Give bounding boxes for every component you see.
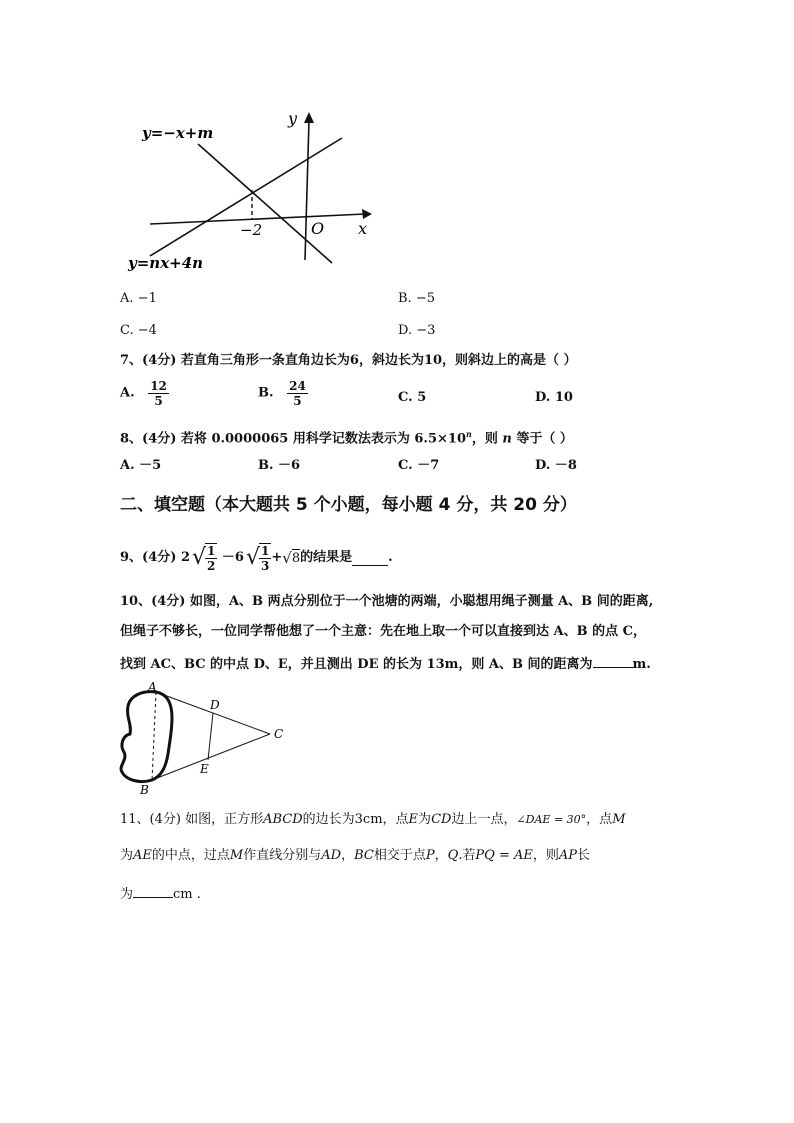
line-de (208, 713, 213, 760)
q6-option-a[interactable]: A. −1 (120, 291, 157, 306)
q8-text: 8、(4分) 若将 0.0000065 用科学记数法表示为 $6.5\times 10^n$，则 n 等于（ ） (120, 429, 573, 447)
y-axis-arrow (304, 112, 314, 123)
label-d: D (210, 698, 220, 712)
line2-label: y=nx+4n (128, 254, 204, 272)
tick-label: −2 (240, 221, 263, 239)
pond-shape (121, 692, 172, 782)
q7-option-c[interactable]: C. 5 (398, 390, 427, 405)
q8-option-a[interactable]: A. －5 (120, 458, 162, 473)
q11-line3: 为 cm . (120, 883, 201, 904)
q7-option-a[interactable]: A. $\frac{12}{5}$ (120, 379, 167, 408)
answer-blank[interactable] (352, 551, 388, 566)
q6-option-b[interactable]: B. −5 (398, 291, 435, 306)
fraction: $\frac{24}{5}$ (289, 379, 306, 408)
q9-text: 9、(4分) 2 √ $\frac{1}{2}$ －6 √ $\frac{1}{3}$ + √ 8 的结果是 . (120, 544, 393, 573)
q8-option-d[interactable]: D. －8 (535, 458, 577, 473)
line-neg-x-plus-m (198, 144, 332, 263)
q10-line3: 找到 AC、BC 的中点 D、E，并且测出 DE 的长为 13m，则 A、B 间的距离为 m. (120, 653, 651, 674)
section-title: 二、填空题（本大题共 5 个小题，每小题 4 分，共 20 分） (120, 495, 577, 515)
x-axis-arrow (362, 209, 372, 219)
q8-option-b[interactable]: B. －6 (258, 458, 301, 473)
label-a: A (148, 680, 157, 694)
q11-line1: 11、(4分) 如图，正方形ABCD的边长为3cm，点E为CD边上一点，∠DAE = 30°，点M (120, 812, 626, 827)
y-label: y (288, 109, 298, 128)
q8-option-c[interactable]: C. －7 (398, 458, 440, 473)
ab-dashed (152, 692, 156, 780)
label-e: E (200, 762, 209, 776)
q6-graph (120, 108, 380, 273)
sqrt-symbol: √ (191, 545, 207, 570)
sqrt-symbol: √ (245, 545, 260, 570)
x-label: x (358, 219, 368, 238)
sqrt-symbol: √ (282, 549, 292, 567)
answer-blank[interactable] (593, 653, 633, 668)
pond-figure (112, 680, 292, 800)
origin-label: O (311, 219, 325, 238)
fraction: $\frac{12}{5}$ (150, 379, 167, 408)
q6-option-d[interactable]: D. −3 (398, 323, 436, 338)
q7-option-b[interactable]: B. $\frac{24}{5}$ (258, 379, 306, 408)
q11-line2: 为AE的中点，过点M作直线分别与AD，BC相交于点P，Q.若PQ = AE，则AP长 (120, 848, 591, 863)
line1-label: y=−x+m (142, 124, 214, 142)
label-c: C (274, 727, 284, 741)
answer-blank[interactable] (133, 883, 173, 898)
q7-text: 7、(4分) 若直角三角形一条直角边长为6，斜边长为10，则斜边上的高是（ ） (120, 353, 577, 368)
q10-line1: 10、(4分) 如图，A、B 两点分别位于一个池塘的两端，小聪想用绳子测量 A、B 间的距离, (120, 594, 654, 609)
q7-option-d[interactable]: D. 10 (535, 390, 573, 405)
label-b: B (140, 783, 149, 797)
q6-option-c[interactable]: C. −4 (120, 323, 157, 338)
q10-line2: 但绳子不够长，一位同学帮他想了一个主意：先在地上取一个可以直接到达 A、B 的点 C， (120, 624, 646, 639)
